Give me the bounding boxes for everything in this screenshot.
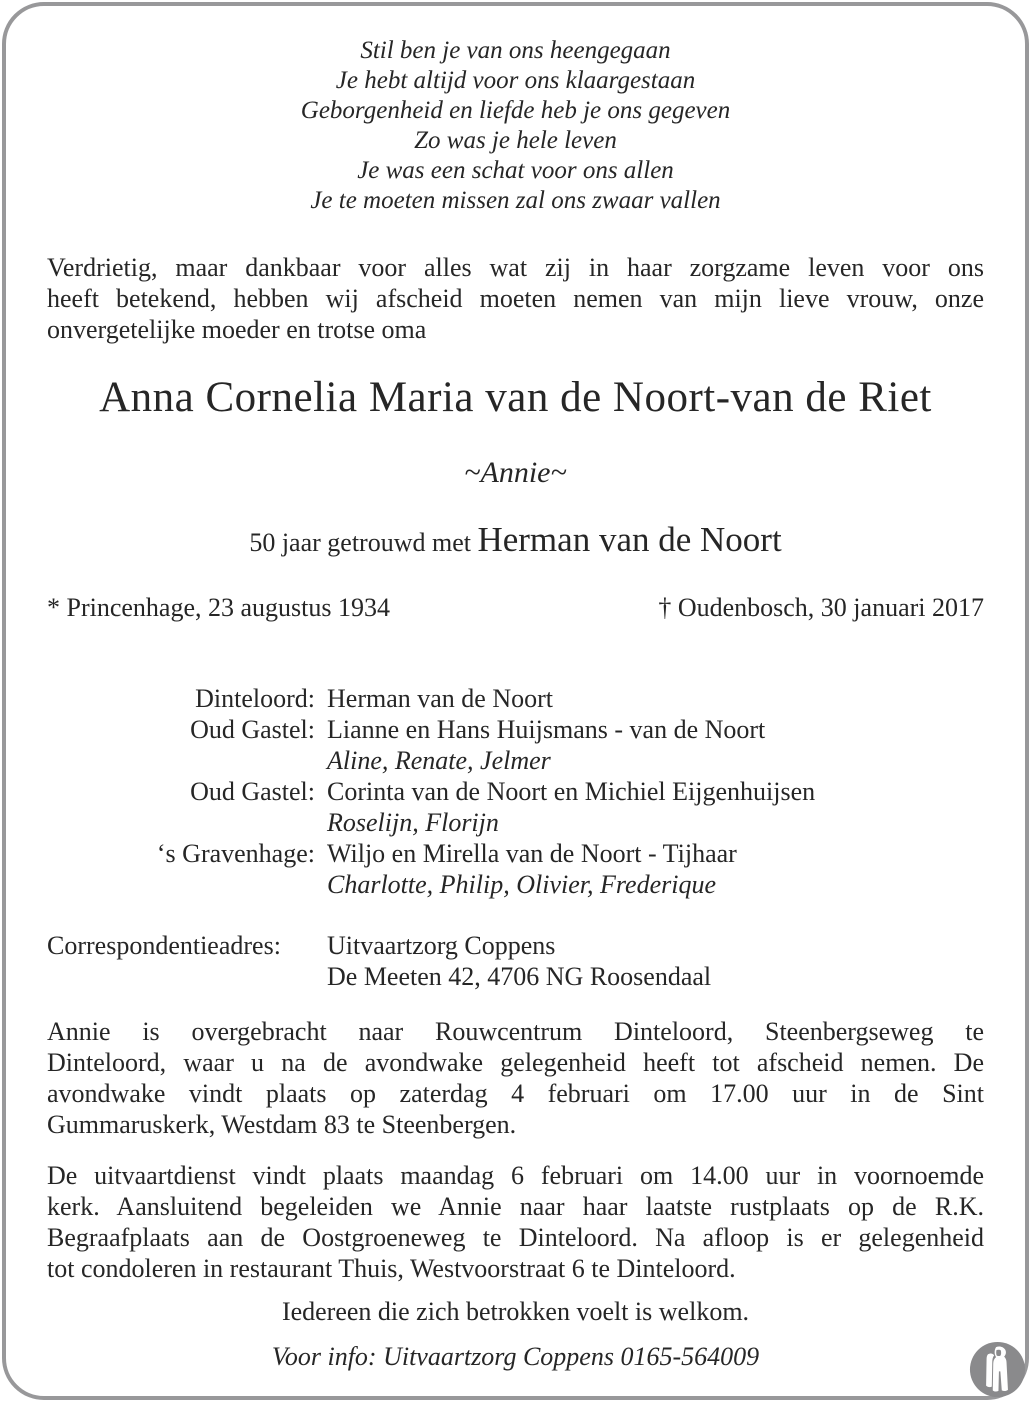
- birth-date: * Princenhage, 23 augustus 1934: [47, 593, 391, 622]
- service-paragraph: [47, 1160, 984, 1284]
- family-names: Wiljo en Mirella van de Noort - Tijhaar: [327, 839, 737, 868]
- spouse-name: Herman van de Noort: [477, 520, 782, 559]
- info-line: Voor info: Uitvaartzorg Coppens 0165-564009: [271, 1342, 760, 1371]
- family-grandchildren: Aline, Renate, Jelmer: [327, 746, 551, 775]
- wake-line: Gummaruskerk, Westdam 83 te Steenbergen.: [47, 1110, 517, 1139]
- birth-death-row: [47, 592, 984, 623]
- wake-paragraph: [47, 1016, 984, 1140]
- correspondence-address: [47, 930, 984, 992]
- service-line: Begraafplaats aan de Oostgroeneweg te Dinteloord. Na afloop is er gelegenheid: [47, 1223, 984, 1252]
- funeral-home-embrace-logo-icon: [969, 1341, 1026, 1398]
- correspondence-label: Correspondentieadres:: [47, 931, 281, 960]
- family-place-spacer: [47, 745, 315, 776]
- memorial-poem: [47, 36, 984, 216]
- death-date: † Oudenbosch, 30 januari 2017: [658, 593, 984, 622]
- family-names: Lianne en Hans Huijsmans - van de Noort: [327, 715, 766, 744]
- correspondence-name: Uitvaartzorg Coppens: [327, 931, 556, 960]
- correspondence-spacer: [47, 961, 315, 992]
- marriage-line: [47, 519, 984, 564]
- welcome-line: Iedereen die zich betrokken voelt is welkom.: [281, 1297, 750, 1326]
- wake-line: Annie is overgebracht naar Rouwcentrum Dinteloord, Steenbergseweg te: [47, 1017, 984, 1046]
- family-names: Corinta van de Noort en Michiel Eijgenhuijsen: [327, 777, 816, 806]
- poem-line: Je hebt altijd voor ons klaargestaan: [335, 67, 696, 94]
- poem-line: Je te moeten missen zal ons zwaar vallen: [310, 187, 721, 214]
- poem-line: Je was een schat voor ons allen: [357, 157, 674, 184]
- poem-line: Geborgenheid en liefde heb je ons gegeven: [300, 97, 731, 124]
- family-place: ‘s Gravenhage:: [156, 839, 315, 868]
- service-line: De uitvaartdienst vindt plaats maandag 6 februari om 14.00 uur in voornoemde: [47, 1161, 984, 1190]
- family-list: [47, 683, 984, 900]
- marriage-prefix: 50 jaar getrouwd met: [249, 528, 471, 557]
- announcement-line: onvergetelijke moeder en trotse oma: [47, 315, 427, 344]
- deceased-name: Anna Cornelia Maria van de Noort-van de Riet: [99, 374, 932, 421]
- correspondence-street: De Meeten 42, 4706 NG Roosendaal: [327, 962, 712, 991]
- family-place-spacer: [47, 807, 315, 838]
- family-place: Dinteloord:: [195, 684, 315, 713]
- announcement-line: heeft betekend, hebben wij afscheid moeten nemen van mijn lieve vrouw, onze: [47, 284, 984, 313]
- family-names: Herman van de Noort: [327, 684, 553, 713]
- service-line: tot condoleren in restaurant Thuis, Westvoorstraat 6 te Dinteloord.: [47, 1254, 736, 1283]
- service-line: kerk. Aansluitend begeleiden we Annie naar haar laatste rustplaats op de R.K.: [47, 1192, 984, 1221]
- card-content: [47, 0, 984, 1372]
- poem-line: Stil ben je van ons heengegaan: [360, 37, 671, 64]
- announcement-line: Verdrietig, maar dankbaar voor alles wat zij in haar zorgzame leven voor ons: [47, 253, 984, 282]
- family-place-spacer: [47, 869, 315, 900]
- wake-line: avondwake vindt plaats op zaterdag 4 februari om 17.00 uur in de Sint: [47, 1079, 984, 1108]
- poem-line: Zo was je hele leven: [414, 127, 617, 154]
- family-place: Oud Gastel:: [190, 715, 315, 744]
- family-grandchildren: Charlotte, Philip, Olivier, Frederique: [327, 870, 716, 899]
- family-place: Oud Gastel:: [190, 777, 315, 806]
- deceased-nickname: ~Annie~: [464, 456, 567, 489]
- family-grandchildren: Roselijn, Florijn: [327, 808, 499, 837]
- wake-line: Dinteloord, waar u na de avondwake gelegenheid heeft tot afscheid nemen. De: [47, 1048, 984, 1077]
- announcement-paragraph: [47, 252, 984, 345]
